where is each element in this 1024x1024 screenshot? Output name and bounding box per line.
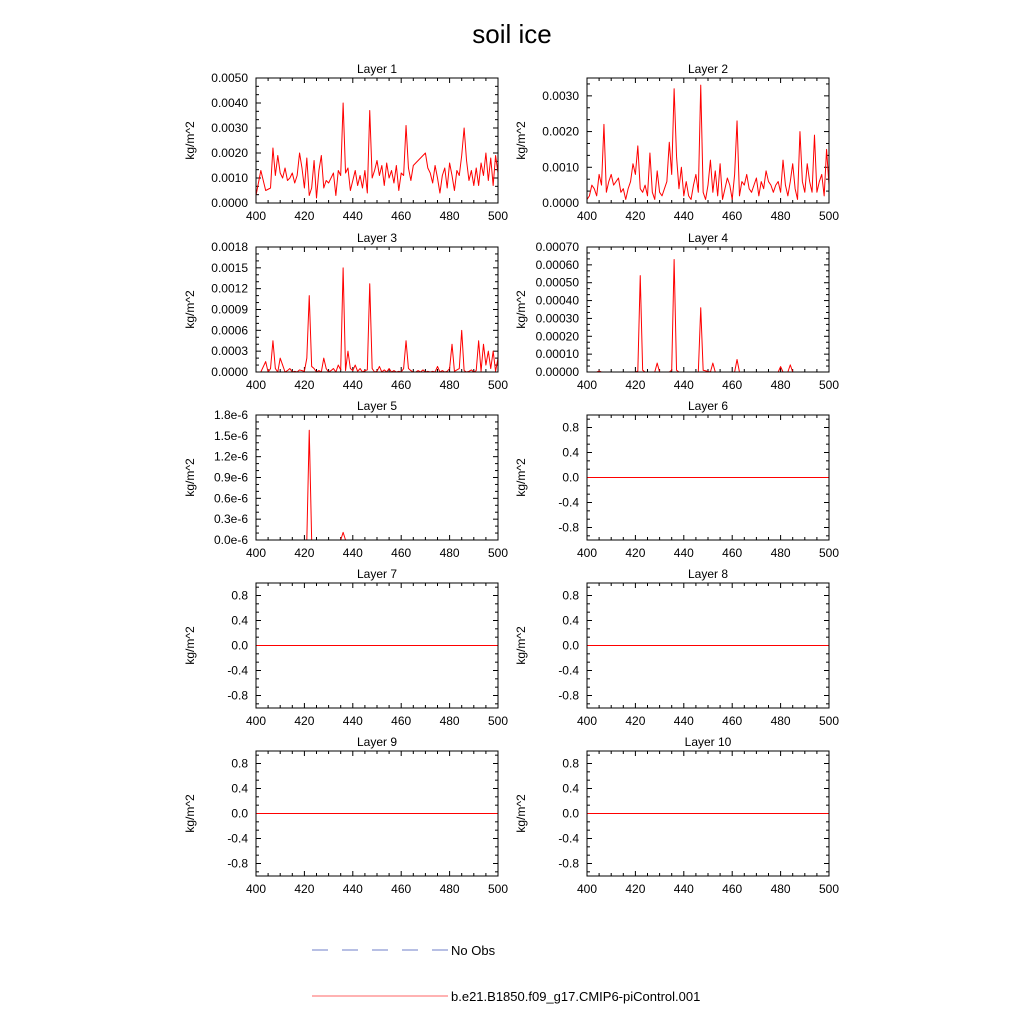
y-tick-label: -0.8 <box>227 856 248 871</box>
x-tick-label: 420 <box>625 209 646 223</box>
x-tick-label: 440 <box>673 546 694 560</box>
x-tick-label: 460 <box>722 882 743 896</box>
y-tick-label: 0.0009 <box>211 302 248 317</box>
x-tick-label: 460 <box>722 546 743 560</box>
y-tick-label: 1.2e-6 <box>213 449 248 464</box>
y-tick-label: 0.4 <box>562 781 579 796</box>
x-tick-label: 420 <box>294 546 315 560</box>
y-tick-label: -0.4 <box>558 495 579 510</box>
y-axis-label: kg/m^2 <box>183 121 197 160</box>
y-tick-label: 0.0003 <box>211 344 248 359</box>
y-tick-label: 0.0015 <box>211 260 248 275</box>
x-tick-label: 480 <box>770 546 791 560</box>
y-tick-label: 0.0006 <box>211 323 248 338</box>
x-tick-label: 420 <box>625 714 646 728</box>
x-tick-label: 420 <box>625 378 646 392</box>
panel-title: Layer 3 <box>356 231 398 245</box>
y-tick-label: 0.4 <box>231 781 248 796</box>
y-axis-label: kg/m^2 <box>183 290 197 329</box>
y-tick-label: 0.8 <box>562 588 579 603</box>
y-tick-label: 0.0e-6 <box>213 533 248 547</box>
y-tick-label: 0.4 <box>562 613 579 628</box>
y-tick-label: 0.9e-6 <box>213 470 248 485</box>
x-tick-label: 400 <box>576 882 598 896</box>
x-tick-label: 400 <box>245 882 267 896</box>
y-tick-label: 0.0018 <box>211 240 248 254</box>
y-tick-label: 0.0000 <box>211 196 248 210</box>
x-tick-label: 480 <box>770 209 791 223</box>
y-axis-label: kg/m^2 <box>183 794 197 833</box>
x-tick-label: 420 <box>625 882 646 896</box>
y-axis-label: kg/m^2 <box>514 458 528 497</box>
x-tick-label: 440 <box>342 714 363 728</box>
y-axis-label: kg/m^2 <box>514 794 528 833</box>
x-tick-label: 460 <box>391 546 412 560</box>
y-tick-label: 1.8e-6 <box>213 408 248 422</box>
x-tick-label: 400 <box>576 546 598 560</box>
x-tick-label: 440 <box>673 882 694 896</box>
panel-title: Layer 10 <box>684 735 732 749</box>
x-tick-label: 500 <box>818 546 840 560</box>
panel-title: Layer 9 <box>356 735 398 749</box>
x-tick-label: 400 <box>245 378 267 392</box>
figure-title: soil ice <box>472 19 552 49</box>
y-tick-label: 0.00050 <box>535 275 579 290</box>
y-tick-label: 0.0030 <box>211 121 248 135</box>
y-tick-label: 0.4 <box>562 445 579 460</box>
y-tick-label: 0.00040 <box>535 293 579 308</box>
x-tick-label: 460 <box>391 209 412 223</box>
x-tick-label: 460 <box>391 882 412 896</box>
y-tick-label: 0.0 <box>562 638 579 653</box>
y-tick-label: 1.5e-6 <box>213 428 248 443</box>
x-tick-label: 420 <box>625 546 646 560</box>
x-tick-label: 460 <box>391 714 412 728</box>
x-tick-label: 480 <box>770 378 791 392</box>
y-tick-label: 0.0012 <box>211 281 248 296</box>
y-tick-label: -0.8 <box>227 688 248 703</box>
x-tick-label: 440 <box>673 714 694 728</box>
y-tick-label: 0.8 <box>562 756 579 771</box>
y-tick-label: -0.8 <box>558 520 579 535</box>
x-tick-label: 480 <box>439 209 460 223</box>
y-axis-label: kg/m^2 <box>514 626 528 665</box>
y-axis-label: kg/m^2 <box>514 290 528 329</box>
x-tick-label: 440 <box>342 882 363 896</box>
x-tick-label: 400 <box>245 209 267 223</box>
y-tick-label: 0.0040 <box>211 96 248 110</box>
y-tick-label: -0.4 <box>227 663 248 678</box>
y-tick-label: -0.8 <box>558 856 579 871</box>
x-tick-label: 500 <box>487 209 509 223</box>
y-tick-label: 0.0050 <box>211 71 248 85</box>
y-tick-label: 0.6e-6 <box>213 491 248 506</box>
x-tick-label: 480 <box>439 546 460 560</box>
y-tick-label: 0.8 <box>231 588 248 603</box>
y-tick-label: 0.00000 <box>535 365 579 379</box>
y-tick-label: 0.0010 <box>211 171 248 185</box>
panel-title: Layer 2 <box>687 62 729 76</box>
panel-title: Layer 5 <box>356 399 398 413</box>
y-tick-label: 0.3e-6 <box>213 512 248 527</box>
x-tick-label: 480 <box>770 882 791 896</box>
x-tick-label: 420 <box>294 378 315 392</box>
y-tick-label: 0.0010 <box>542 160 579 175</box>
y-tick-label: 0.8 <box>562 420 579 435</box>
panel-title: Layer 4 <box>687 231 729 245</box>
x-tick-label: 480 <box>439 378 460 392</box>
x-tick-label: 420 <box>294 882 315 896</box>
y-tick-label: 0.0020 <box>542 124 579 139</box>
y-tick-label: -0.4 <box>558 663 579 678</box>
y-tick-label: 0.8 <box>231 756 248 771</box>
y-tick-label: -0.4 <box>227 831 248 846</box>
legend-label-picontrol: b.e21.B1850.f09_g17.CMIP6-piControl.001 <box>451 989 701 1004</box>
x-tick-label: 500 <box>487 378 509 392</box>
x-tick-label: 480 <box>770 714 791 728</box>
x-tick-label: 400 <box>245 546 267 560</box>
y-tick-label: 0.00060 <box>535 257 579 272</box>
y-axis-label: kg/m^2 <box>183 626 197 665</box>
x-tick-label: 460 <box>722 209 743 223</box>
y-tick-label: 0.0020 <box>211 146 248 160</box>
y-tick-label: 0.0030 <box>542 88 579 103</box>
y-tick-label: 0.0 <box>562 470 579 485</box>
y-tick-label: 0.00010 <box>535 347 579 362</box>
x-tick-label: 440 <box>342 546 363 560</box>
x-tick-label: 460 <box>722 378 743 392</box>
y-tick-label: -0.8 <box>558 688 579 703</box>
x-tick-label: 440 <box>342 378 363 392</box>
y-axis-label: kg/m^2 <box>514 121 528 160</box>
y-tick-label: 0.00020 <box>535 329 579 344</box>
x-tick-label: 440 <box>673 378 694 392</box>
x-tick-label: 480 <box>439 882 460 896</box>
y-tick-label: 0.0 <box>562 806 579 821</box>
panel-title: Layer 8 <box>687 567 729 581</box>
y-tick-label: 0.0 <box>231 806 248 821</box>
x-tick-label: 440 <box>342 209 363 223</box>
x-tick-label: 500 <box>818 209 840 223</box>
x-tick-label: 400 <box>576 378 598 392</box>
x-tick-label: 460 <box>391 378 412 392</box>
panel-title: Layer 6 <box>687 399 729 413</box>
x-tick-label: 400 <box>245 714 267 728</box>
x-tick-label: 500 <box>487 546 509 560</box>
x-tick-label: 500 <box>487 882 509 896</box>
x-tick-label: 400 <box>576 714 598 728</box>
x-tick-label: 400 <box>576 209 598 223</box>
y-tick-label: -0.4 <box>558 831 579 846</box>
x-tick-label: 500 <box>487 714 509 728</box>
y-tick-label: 0.4 <box>231 613 248 628</box>
x-tick-label: 420 <box>294 714 315 728</box>
x-tick-label: 420 <box>294 209 315 223</box>
x-tick-label: 480 <box>439 714 460 728</box>
y-tick-label: 0.0 <box>231 638 248 653</box>
x-tick-label: 500 <box>818 378 840 392</box>
legend-label-no-obs: No Obs <box>451 943 496 958</box>
y-tick-label: 0.00070 <box>535 240 579 254</box>
y-tick-label: 0.00030 <box>535 311 579 326</box>
panel-title: Layer 7 <box>356 567 398 581</box>
panel-title: Layer 1 <box>356 62 398 76</box>
x-tick-label: 500 <box>818 714 840 728</box>
y-axis-label: kg/m^2 <box>183 458 197 497</box>
y-tick-label: 0.0000 <box>211 365 248 379</box>
y-tick-label: 0.0000 <box>542 196 579 210</box>
x-tick-label: 460 <box>722 714 743 728</box>
x-tick-label: 500 <box>818 882 840 896</box>
x-tick-label: 440 <box>673 209 694 223</box>
